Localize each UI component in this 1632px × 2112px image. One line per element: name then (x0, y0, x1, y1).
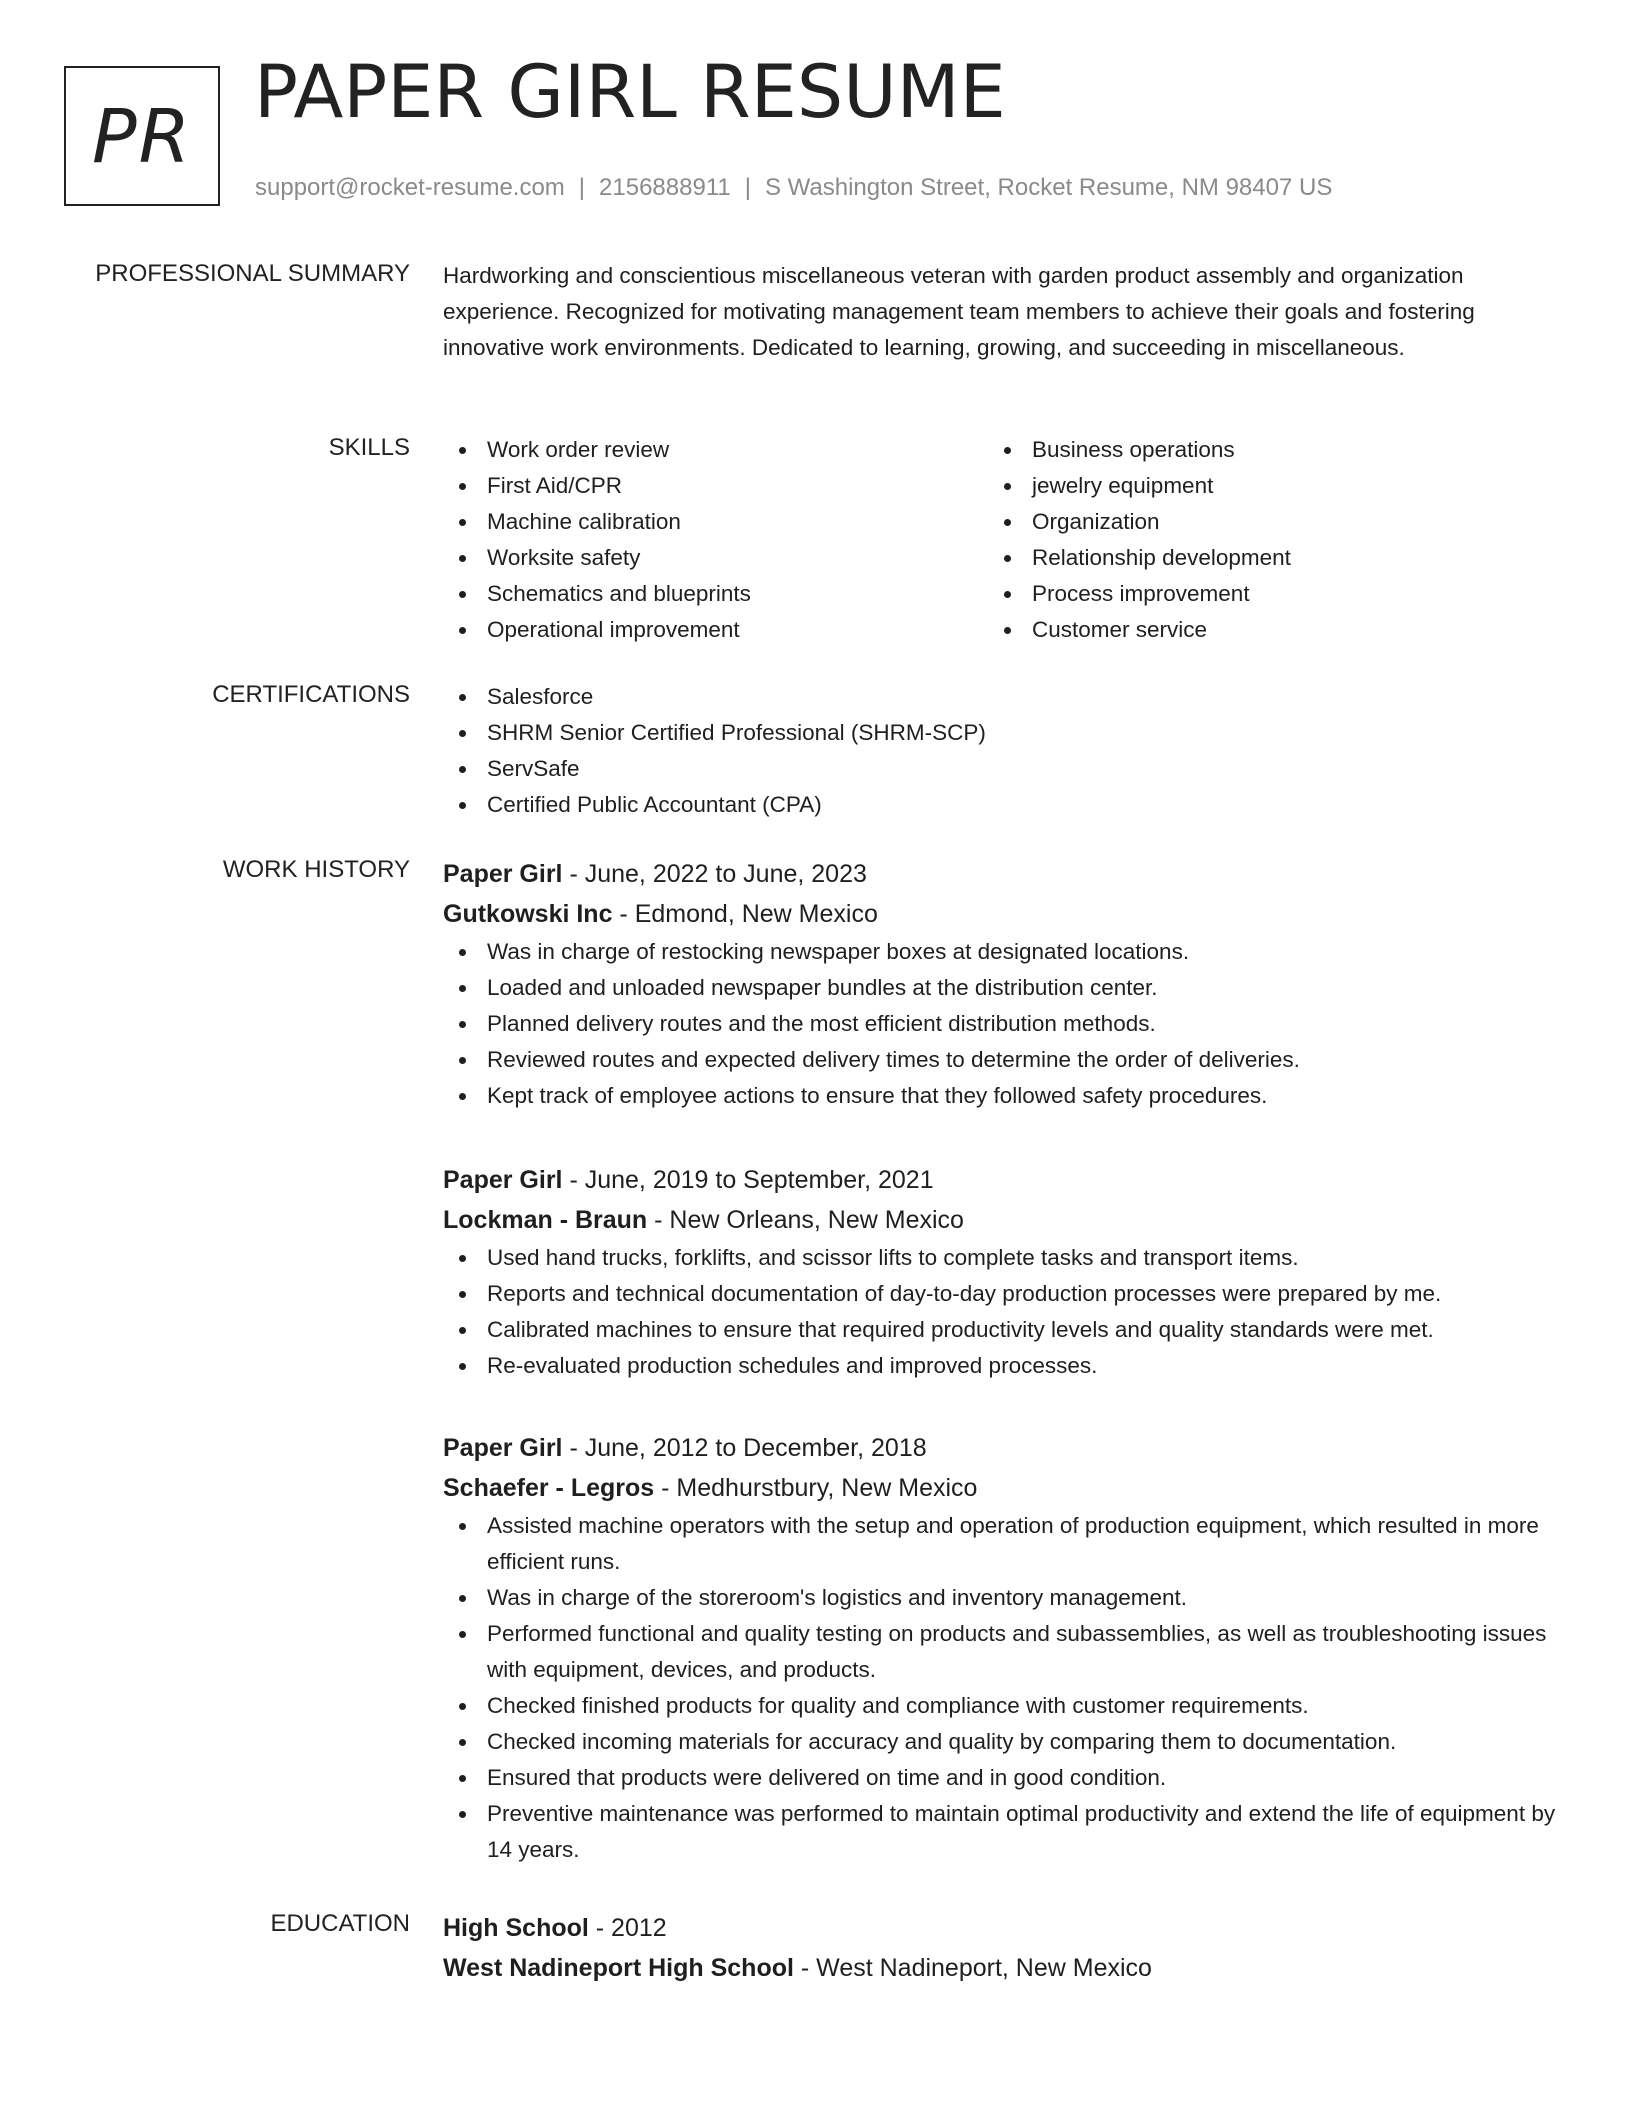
certifications-list (443, 679, 1563, 823)
education-body (443, 1908, 1563, 1988)
job-title: Paper Girl (443, 860, 563, 888)
list-item: Re-evaluated production schedules and improved processes. (443, 1348, 1563, 1384)
education-degree: High School (443, 1914, 589, 1942)
list-item: Schematics and blueprints (443, 576, 988, 612)
job-dates: - June, 2019 to September, 2021 (562, 1166, 934, 1194)
list-item: Work order review (443, 432, 988, 468)
education-label: EDUCATION (270, 1910, 410, 1937)
job-title-line (443, 1160, 1563, 1200)
list-item: First Aid/CPR (443, 468, 988, 504)
contact-separator: | (744, 174, 751, 201)
summary-body (443, 258, 1563, 366)
list-item: Reviewed routes and expected delivery times to determine the order of deliveries. (443, 1042, 1563, 1078)
list-item: Used hand trucks, forklifts, and scissor lifts to complete tasks and transport items. (443, 1240, 1563, 1276)
list-item: Business operations (988, 432, 1533, 468)
job-title: Paper Girl (443, 1166, 563, 1194)
contact-separator: | (578, 174, 586, 201)
job-bullets (443, 934, 1563, 1114)
list-item: Process improvement (988, 576, 1533, 612)
list-item: Calibrated machines to ensure that required productivity levels and quality standards were met. (443, 1312, 1563, 1348)
education-school: West Nadineport High School (443, 1954, 794, 1982)
job-bullets (443, 1240, 1563, 1384)
job-company-line (443, 894, 1563, 934)
monogram-box (64, 66, 220, 206)
list-item: Was in charge of restocking newspaper boxes at designated locations. (443, 934, 1563, 970)
work-history-label: WORK HISTORY (222, 856, 410, 883)
list-item: jewelry equipment (988, 468, 1533, 504)
job-company-line (443, 1200, 1563, 1240)
list-item: Machine calibration (443, 504, 988, 540)
skills-label: SKILLS (328, 434, 410, 461)
list-item: Relationship development (988, 540, 1533, 576)
summary-text: Hardworking and conscientious miscellaneous veteran with garden product assembly and organization experience. Recognized for motivating management team members to achieve their goals and fostering innovative work environments. Dedicated to learning, growing, and succeeding in miscellaneous. (443, 263, 1475, 360)
job-title: Paper Girl (443, 1434, 563, 1462)
list-item: Customer service (988, 612, 1533, 648)
work-history-body (443, 854, 1563, 1862)
certifications-body (443, 679, 1563, 823)
job-bullets (443, 1508, 1563, 1868)
list-item: Preventive maintenance was performed to maintain optimal productivity and extend the life of equipment by 14 years. (443, 1796, 1563, 1868)
job-company: Lockman - Braun (443, 1206, 648, 1234)
list-item: Organization (988, 504, 1533, 540)
list-item: Operational improvement (443, 612, 988, 648)
skills-list-right (988, 432, 1533, 648)
list-item: Certified Public Accountant (CPA) (443, 787, 1563, 823)
list-item: Checked incoming materials for accuracy and quality by comparing them to documentation. (443, 1724, 1563, 1760)
list-item: Assisted machine operators with the setup and operation of production equipment, which resulted in more efficient runs. (443, 1508, 1563, 1580)
list-item: Loaded and unloaded newspaper bundles at the distribution center. (443, 970, 1563, 1006)
contact-line (255, 174, 1332, 203)
summary-label: PROFESSIONAL SUMMARY (95, 260, 410, 287)
education-location: - West Nadineport, New Mexico (793, 1954, 1152, 1982)
job-location: - Edmond, New Mexico (612, 900, 878, 928)
list-item: Salesforce (443, 679, 1563, 715)
contact-phone: 2156888911 (599, 174, 731, 201)
job-company: Gutkowski Inc (443, 900, 613, 928)
contact-address: S Washington Street, Rocket Resume, NM 98407 US (764, 174, 1333, 201)
list-item: Was in charge of the storeroom's logistics and inventory management. (443, 1580, 1563, 1616)
resume-title: PAPER GIRL RESUME (254, 50, 1006, 135)
job-title-line (443, 1428, 1563, 1468)
list-item: Performed functional and quality testing on products and subassemblies, as well as troubleshooting issues with equipment, devices, and products. (443, 1616, 1563, 1688)
job-company-line (443, 1468, 1563, 1508)
job-company: Schaefer - Legros (443, 1474, 655, 1502)
education-school-line (443, 1948, 1563, 1988)
job-dates: - June, 2012 to December, 2018 (562, 1434, 927, 1462)
certifications-label: CERTIFICATIONS (212, 681, 410, 708)
job-location: - New Orleans, New Mexico (647, 1206, 964, 1234)
skills-body (443, 432, 1563, 648)
job-entry (443, 1428, 1563, 1868)
list-item: Reports and technical documentation of day-to-day production processes were prepared by me. (443, 1276, 1563, 1312)
skills-grid (443, 432, 1563, 648)
list-item: Ensured that products were delivered on time and in good condition. (443, 1760, 1563, 1796)
job-location: - Medhurstbury, New Mexico (654, 1474, 978, 1502)
list-item: Worksite safety (443, 540, 988, 576)
job-dates: - June, 2022 to June, 2023 (562, 860, 867, 888)
list-item: Kept track of employee actions to ensure that they followed safety procedures. (443, 1078, 1563, 1114)
monogram-initials: PR (91, 94, 193, 180)
job-title-line (443, 854, 1563, 894)
job-entry (443, 1160, 1563, 1384)
list-item: Planned delivery routes and the most efficient distribution methods. (443, 1006, 1563, 1042)
list-item: Checked finished products for quality and compliance with customer requirements. (443, 1688, 1563, 1724)
list-item: ServSafe (443, 751, 1563, 787)
skills-list-left (443, 432, 988, 648)
contact-email: support@rocket-resume.com (255, 174, 565, 201)
job-entry (443, 854, 1563, 1114)
education-year: - 2012 (588, 1914, 667, 1942)
education-degree-line (443, 1908, 1563, 1948)
list-item: SHRM Senior Certified Professional (SHRM-SCP) (443, 715, 1563, 751)
